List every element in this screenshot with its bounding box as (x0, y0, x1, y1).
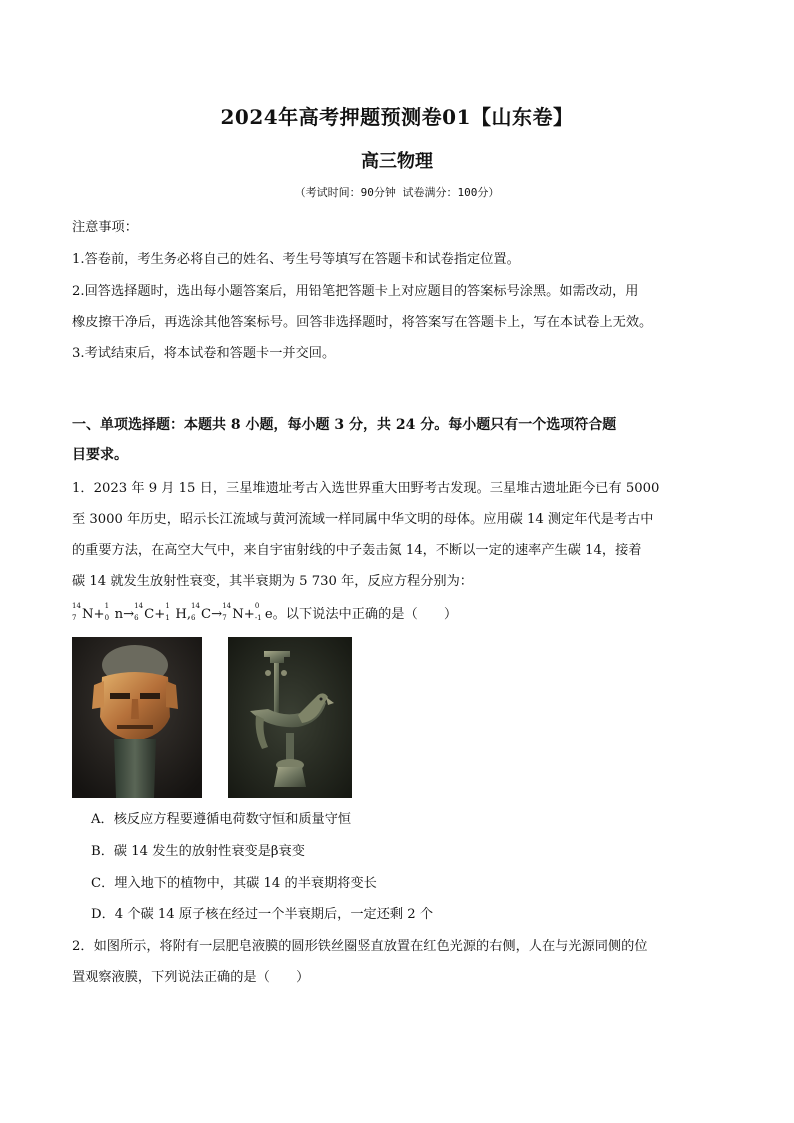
page-title: 2024年高考押题预测卷01【山东卷】 (220, 105, 574, 129)
note-item: 3.考试结束后，将本试卷和答题卡一并交回。 (72, 346, 336, 361)
hydrogen-isotope: 1 1 (165, 602, 170, 622)
question-1-text: 的重要方法，在高空大气中，来自宇宙射线的中子轰击氮 14，不断以一定的速率产生碳 14，接着 (72, 543, 642, 558)
neutron-isotope: 1 0 (104, 602, 110, 622)
bronze-mask-photo (72, 637, 202, 798)
option-b: B．碳 14 发生的放射性衰变是β衰变 (91, 844, 305, 859)
question-1-text: 至 3000 年历史，昭示长江流域与黄河流域一样同属中华文明的母体。应用碳 14 测定年代是考古中 (72, 512, 654, 527)
reaction-equation: 14 7 N+ 1 0 n→ 14 6 C+ 1 1 H, 14 6 C→ 14 7 N+ 0 -1 e。以下说法中正确的是（ ） (72, 602, 458, 622)
note-item: 橡皮擦干净后，再选涂其他答案标号。回答非选择题时，将答案写在答题卡上，写在本试卷上无效。 (72, 315, 653, 330)
bronze-mask-image (72, 637, 202, 798)
carbon-isotope: 14 6 (191, 602, 200, 622)
option-a: A．核反应方程要遵循电荷数守恒和质量守恒 (91, 812, 352, 827)
section-heading: 一、单项选择题：本题共 8 小题，每小题 3 分，共 24 分。每小题只有一个选项符合题 (72, 417, 617, 433)
option-c: C．埋入地下的植物中，其碳 14 的半衰期将变长 (91, 876, 377, 891)
electron-isotope: 0 -1 (254, 602, 262, 622)
section-heading-cont: 目要求。 (72, 447, 128, 463)
note-item: 1.答卷前，考生务必将自己的姓名、考生号等填写在答题卡和试卷指定位置。 (72, 252, 520, 267)
exam-info: （考试时间：90分钟 试卷满分：100分） (294, 186, 500, 199)
arrow-icon: → (211, 607, 223, 622)
bronze-bird-photo (228, 637, 352, 798)
question-1-text: 1．2023 年 9 月 15 日，三星堆遗址考古入选世界重大田野考古发现。三星堆古遗址距今已有 5000 (72, 481, 660, 496)
arrow-icon: → (123, 607, 135, 622)
option-d: D．4 个碳 14 原子核在经过一个半衰期后，一定还剩 2 个 (91, 907, 434, 922)
nitrogen-isotope: 14 7 (72, 602, 81, 622)
question-2-text: 置观察液膜，下列说法正确的是（ ） (72, 970, 310, 985)
note-item: 2.回答选择题时，选出每小题答案后，用铅笔把答题卡上对应题目的答案标号涂黑。如需改动，用 (72, 284, 639, 299)
question-2-text: 2．如图所示，将附有一层肥皂液膜的圆形铁丝圈竖直放置在红色光源的右侧，人在与光源同侧的位 (72, 939, 648, 954)
carbon-isotope: 14 6 (134, 602, 144, 622)
page-subtitle: 高三物理 (361, 151, 433, 172)
notes-heading: 注意事项： (72, 220, 138, 235)
nitrogen-isotope: 14 7 (222, 602, 232, 622)
bronze-bird-image (228, 637, 352, 798)
question-1-text: 碳 14 就发生放射性衰变，其半衰期为 5 730 年，反应方程分别为： (72, 574, 473, 589)
